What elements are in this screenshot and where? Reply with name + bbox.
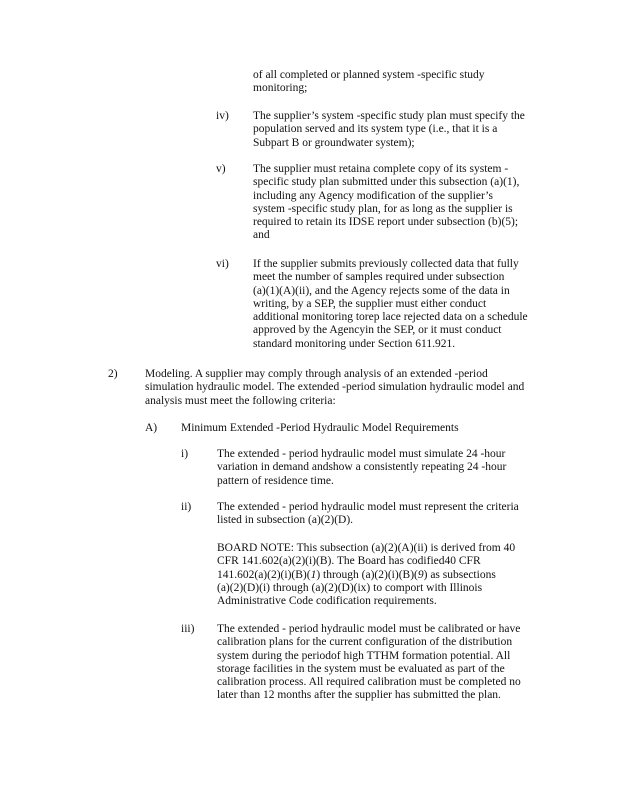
text-run-italic: 9 (417, 568, 424, 581)
item-ii-paragraph (217, 501, 519, 528)
text-line: and (253, 229, 270, 242)
text-line: calibration plans for the current configuration of the distribution (217, 636, 513, 649)
continuation-paragraph (253, 69, 485, 96)
text-line: If the supplier submits previously collected data that fully (253, 258, 519, 270)
item-label-i: i) (181, 448, 189, 460)
text-run: ) as subsections (423, 568, 496, 581)
text-line: population served and its system type (i.e., that it is a (253, 123, 498, 136)
text-line: The extended - period hydraulic model must represent the criteria (217, 501, 519, 513)
subsection-A-heading: Minimum Extended -Period Hydraulic Model Requirements (181, 422, 459, 434)
text-line: storage facilities in the system must be evaluated as part of the (217, 662, 505, 675)
text-line: including any Agency modification of the supplier’s (253, 189, 493, 202)
text-line: simulation hydraulic model. The extended -period simulation hydraulic model and (145, 381, 525, 394)
text-line: listed in subsection (a)(2)(D). (217, 514, 354, 527)
section-2-paragraph (145, 368, 524, 408)
text-line: additional monitoring torep lace rejected data on a schedule (253, 311, 528, 324)
text-line: BOARD NOTE: This subsection (a)(2)(A)(ii) is derived from 40 (217, 542, 516, 554)
item-label-iii: iii) (181, 623, 195, 635)
text-line: meet the number of samples required under subsection (253, 271, 505, 284)
text-line: writing, by a SEP, the supplier must either conduct (253, 297, 487, 310)
text-run: 141.602(a)(2)(i)(B)( (217, 568, 311, 581)
item-label-iv: iv) (216, 110, 229, 122)
text-line: variation in demand andshow a consistently repeating 24 -hour (217, 461, 507, 474)
text-line: later than 12 months after the supplier has submitted the plan. (217, 689, 501, 702)
text-run-italic: 1 (310, 568, 317, 581)
text-line: calibration process. All required calibration must be completed no (217, 676, 521, 689)
item-label-v: v) (216, 163, 226, 175)
board-note (217, 542, 515, 608)
text-line: CFR 141.602(a)(2)(i)(B). The Board has codified40 CFR (217, 555, 481, 568)
text-line: system during the periodof high TTHM formation potential. All (217, 649, 511, 662)
text-line: Subpart B or groundwater system); (253, 136, 415, 149)
text-line: standard monitoring under Section 611.921. (253, 337, 456, 350)
item-label-ii: ii) (181, 501, 192, 513)
text-line: monitoring; (253, 82, 308, 95)
text-line: approved by the Agencyin the SEP, or it must conduct (253, 324, 502, 337)
item-i-paragraph (217, 448, 506, 488)
text-line: The extended - period hydraulic model must be calibrated or have (217, 623, 521, 635)
text-line: Administrative Code codification requirements. (217, 595, 437, 608)
text-line: (a)(2)(D)(i) through (a)(2)(D)(ix) to comport with Illinois (217, 581, 483, 594)
text-line: system -specific study plan, for as long as the supplier is (253, 202, 513, 215)
item-v-paragraph (253, 163, 519, 243)
item-iii-paragraph (217, 623, 521, 703)
text-line: of all completed or planned system -specific study (253, 69, 485, 81)
section-label-2: 2) (108, 368, 118, 380)
text-run: ) through (a)(2)(i)(B)( (316, 568, 418, 581)
item-vi-paragraph (253, 258, 528, 351)
text-line: required to retain its IDSE report under subsection (b)(5); (253, 216, 519, 229)
text-line: The extended - period hydraulic model must simulate 24 -hour (217, 448, 506, 460)
text-line: (a)(1)(A)(ii), and the Agency rejects some of the data in (253, 284, 510, 297)
text-line: Modeling. A supplier may comply through analysis of an extended -period (145, 368, 488, 380)
item-iv-paragraph (253, 110, 525, 150)
text-line: pattern of residence time. (217, 474, 334, 487)
text-line (217, 569, 515, 582)
text-line: specific study plan submitted under this subsection (a)(1), (253, 176, 520, 189)
subsection-label-A: A) (145, 422, 158, 434)
text-line: The supplier’s system -specific study plan must specify the (253, 110, 525, 122)
text-line: analysis must meet the following criteria: (145, 394, 336, 407)
text-line: The supplier must retaina complete copy of its system - (253, 163, 509, 175)
item-label-vi: vi) (216, 258, 229, 270)
